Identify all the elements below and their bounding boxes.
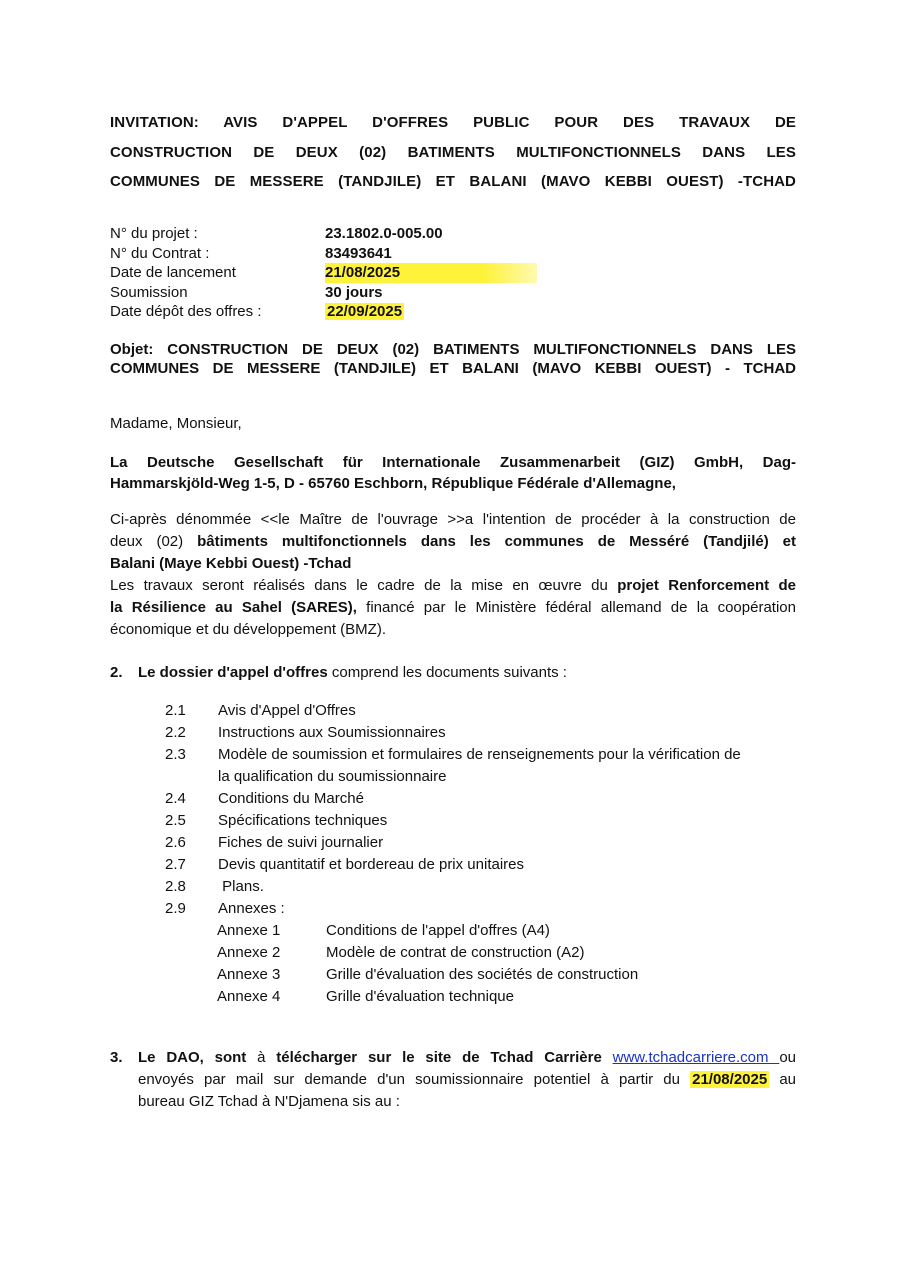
section-3-number: 3.: [110, 1049, 123, 1066]
list-item-number: 2.8: [165, 878, 186, 895]
list-item-text: Devis quantitatif et bordereau de prix unitaires: [218, 856, 525, 873]
section-3-body: [138, 1047, 796, 1113]
giz-line-2: Hammarskjöld-Weg 1-5, D - 65760 Eschborn, République Fédérale d'Allemagne,: [110, 475, 676, 492]
section-3-line-1: [138, 1047, 796, 1069]
section-2-bold: Le dossier d'appel d'offres: [138, 664, 328, 681]
annex-label: Annexe 1: [217, 922, 281, 939]
list-item-number: 2.7: [165, 856, 186, 873]
annex-title: Grille d'évaluation technique: [326, 988, 514, 1005]
list-item-text: Spécifications techniques: [218, 812, 388, 829]
list-item-text: [218, 744, 796, 788]
annex-label: Annexe 4: [217, 988, 281, 1005]
intro-line-6: économique et du développement (BMZ).: [110, 621, 386, 638]
project-number-label: N° du projet :: [110, 225, 198, 242]
annex-label: Annexe 3: [217, 966, 281, 983]
list-item-text: Annexes :: [218, 900, 285, 917]
launch-date-value: 21/08/2025: [325, 263, 537, 283]
deposit-date-value: 22/09/2025: [327, 303, 403, 320]
list-item-number: 2.2: [165, 724, 186, 741]
section-2-rest: comprend les documents suivants :: [327, 664, 567, 681]
section-3-line-2-a: envoyés par mail sur demande d'un soumissionnaire potentiel à partir du: [138, 1071, 691, 1088]
object-line-2: COMMUNES DE MESSERE (TANDJILE) ET BALANI (MAVO KEBBI OUEST) - TCHAD: [110, 360, 796, 377]
object-heading: [110, 340, 796, 378]
title-line-1: INVITATION: AVIS D'APPEL D'OFFRES PUBLIC POUR DES TRAVAUX DE: [110, 114, 796, 131]
submission-value: 30 jours: [325, 283, 383, 301]
annex-label: Annexe 2: [217, 944, 281, 961]
list-item-text-line-2: la qualification du soumissionnaire: [218, 768, 447, 785]
list-item-text: Conditions du Marché: [218, 790, 364, 807]
section-3-line-2-b: au: [769, 1071, 797, 1088]
section-3-line-2: [138, 1069, 796, 1091]
section-3-bold-b: télécharger sur le site de Tchad Carrière: [276, 1049, 613, 1066]
intro-line-2: [110, 531, 796, 553]
deposit-date-label: Date dépôt des offres :: [110, 303, 262, 320]
section-3-bold-a: Le DAO, sont: [138, 1049, 247, 1066]
intro-line-3: Balani (Maye Kebbi Ouest) -Tchad: [110, 555, 352, 572]
list-item-text: Instructions aux Soumissionnaires: [218, 724, 446, 741]
launch-date-label: Date de lancement: [110, 264, 236, 281]
contract-number-label: N° du Contrat :: [110, 244, 210, 262]
intro-line-5: [110, 597, 796, 619]
title-line-2: CONSTRUCTION DE DEUX (02) BATIMENTS MULTIFONCTIONNELS DANS LES: [110, 143, 796, 161]
list-item-text: Plans.: [218, 878, 264, 895]
intro-line-5-a: la Résilience au Sahel (SARES),: [110, 599, 357, 616]
project-number-value: 23.1802.0-005.00: [325, 225, 443, 242]
list-item-text-line-1: Modèle de soumission et formulaires de renseignements pour la vérification de: [218, 746, 741, 763]
section-2-text: [138, 662, 567, 684]
tchadcarriere-link[interactable]: www.tchadcarriere.com: [612, 1049, 780, 1066]
intro-line-5-b: financé par le Ministère fédéral allemand de la coopération: [356, 599, 796, 616]
section-3-mid: à: [246, 1049, 277, 1066]
list-item-number: 2.6: [165, 834, 186, 851]
list-item-text: Fiches de suivi journalier: [218, 834, 384, 851]
intro-line-4-a: Les travaux seront réalisés dans le cadre de la mise en œuvre du: [110, 577, 618, 594]
object-line-1: Objet: CONSTRUCTION DE DEUX (02) BATIMENTS MULTIFONCTIONNELS DANS LES: [110, 341, 796, 358]
intro-paragraph: [110, 509, 796, 641]
intro-line-1: Ci-après dénommée <<le Maître de l'ouvrage >>a l'intention de procéder à la construction de: [110, 511, 796, 528]
submission-label: Soumission: [110, 283, 188, 301]
list-item-number: 2.9: [165, 900, 186, 917]
giz-address: [110, 452, 796, 494]
contract-number-value: 83493641: [325, 244, 392, 262]
launch-date-highlight: [325, 263, 537, 283]
list-item-number: 2.5: [165, 812, 186, 829]
title-line-3: COMMUNES DE MESSERE (TANDJILE) ET BALANI (MAVO KEBBI OUEST) -TCHAD: [110, 173, 796, 190]
annex-title: Modèle de contrat de construction (A2): [326, 944, 585, 961]
giz-line-1: La Deutsche Gesellschaft für Internationale Zusammenarbeit (GIZ) GmbH, Dag-: [110, 454, 796, 471]
deposit-date-highlight: [325, 302, 404, 322]
document-title: [110, 108, 796, 197]
list-item-number: 2.1: [165, 702, 186, 719]
section-3-date: 21/08/2025: [692, 1071, 768, 1088]
list-item-text: Avis d'Appel d'Offres: [218, 702, 356, 719]
list-item-number: 2.3: [165, 746, 186, 763]
intro-line-4: [110, 575, 796, 597]
intro-line-2-a: deux (02): [110, 533, 198, 550]
annex-title: Grille d'évaluation des sociétés de construction: [326, 966, 639, 983]
list-item-number: 2.4: [165, 790, 186, 807]
annex-title: Conditions de l'appel d'offres (A4): [326, 922, 550, 939]
section-3-after-link: ou: [779, 1049, 796, 1066]
intro-line-4-b: projet Renforcement de: [617, 577, 796, 594]
intro-line-2-b: bâtiments multifonctionnels dans les communes de Messéré (Tandjilé) et: [197, 533, 796, 550]
salutation: Madame, Monsieur,: [110, 415, 242, 432]
section-3-line-3: bureau GIZ Tchad à N'Djamena sis au :: [138, 1093, 400, 1110]
section-2-number: 2.: [110, 664, 123, 681]
